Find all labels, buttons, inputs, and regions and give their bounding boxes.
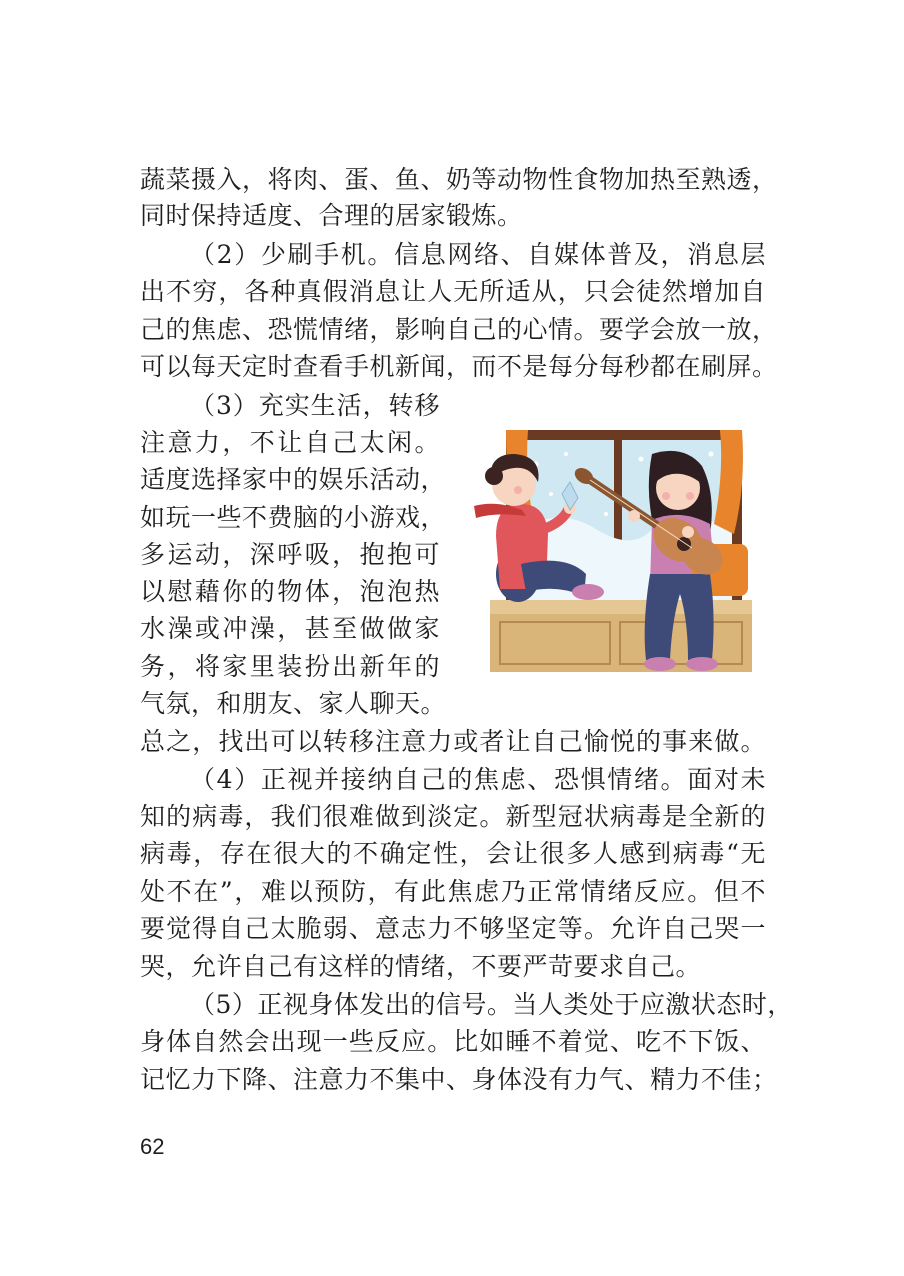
- text-line: 要觉得自己太脆弱、意志力不够坚定等。允许自己哭一: [140, 914, 766, 943]
- text-line: 务，将家里装扮出新年的: [140, 652, 440, 681]
- text-line: 记忆力下降、注意力不集中、身体没有力气、精力不佳；: [140, 1065, 778, 1094]
- illustration-girls-by-window: [466, 424, 762, 676]
- text-line: 出不穷，各种真假消息让人无所适从，只会徒然增加自: [140, 277, 766, 306]
- text-line: 多运动，深呼吸，抱抱可: [140, 540, 440, 569]
- text-line: （2）少刷手机。信息网络、自媒体普及，消息层: [190, 240, 766, 269]
- hand-icon: [682, 526, 694, 538]
- text-line: 己的焦虑、恐慌情绪，影响自己的心情。要学会放一放，: [140, 315, 778, 344]
- text-line: 可以每天定时查看手机新闻，而不是每分每秒都在刷屏。: [140, 352, 778, 381]
- hand-icon: [628, 510, 640, 522]
- text-line: 知的病毒，我们很难做到淡定。新型冠状病毒是全新的: [140, 802, 766, 831]
- text-line: 注意力，不让自己太闲。: [140, 428, 440, 457]
- text-line: 蔬菜摄入，将肉、蛋、鱼、奶等动物性食物加热至熟透，: [140, 165, 778, 194]
- text-line: （4）正视并接纳自己的焦虑、恐惧情绪。面对未: [190, 765, 766, 794]
- text-line: 哭，允许自己有这样的情绪，不要严苛要求自己。: [140, 952, 702, 981]
- text-line: 病毒，存在很大的不确定性，会让很多人感到病毒“无: [140, 839, 766, 868]
- text-line: 气氛，和朋友、家人聊天。: [140, 689, 447, 718]
- text-line: 处不在”，难以预防，有此焦虑乃正常情绪反应。但不: [140, 877, 766, 906]
- text-line: 适度选择家中的娱乐活动，: [140, 465, 447, 494]
- text-line: （3）充实生活，转移: [190, 391, 440, 420]
- text-line: 总之，找出可以转移注意力或者让自己愉悦的事来做。: [140, 727, 766, 756]
- text-line: 水澡或冲澡，甚至做做家: [140, 614, 440, 643]
- text-line: （5）正视身体发出的信号。当人类处于应激状态时，: [190, 990, 793, 1019]
- page-number: 62: [140, 1134, 165, 1159]
- text-line: 同时保持适度、合理的居家锻炼。: [140, 201, 523, 230]
- text-line: 身体自然会出现一些反应。比如睡不着觉、吃不下饭、: [140, 1027, 766, 1056]
- text-line: 如玩一些不费脑的小游戏，: [140, 503, 447, 532]
- text-line: 以慰藉你的物体，泡泡热: [140, 577, 440, 606]
